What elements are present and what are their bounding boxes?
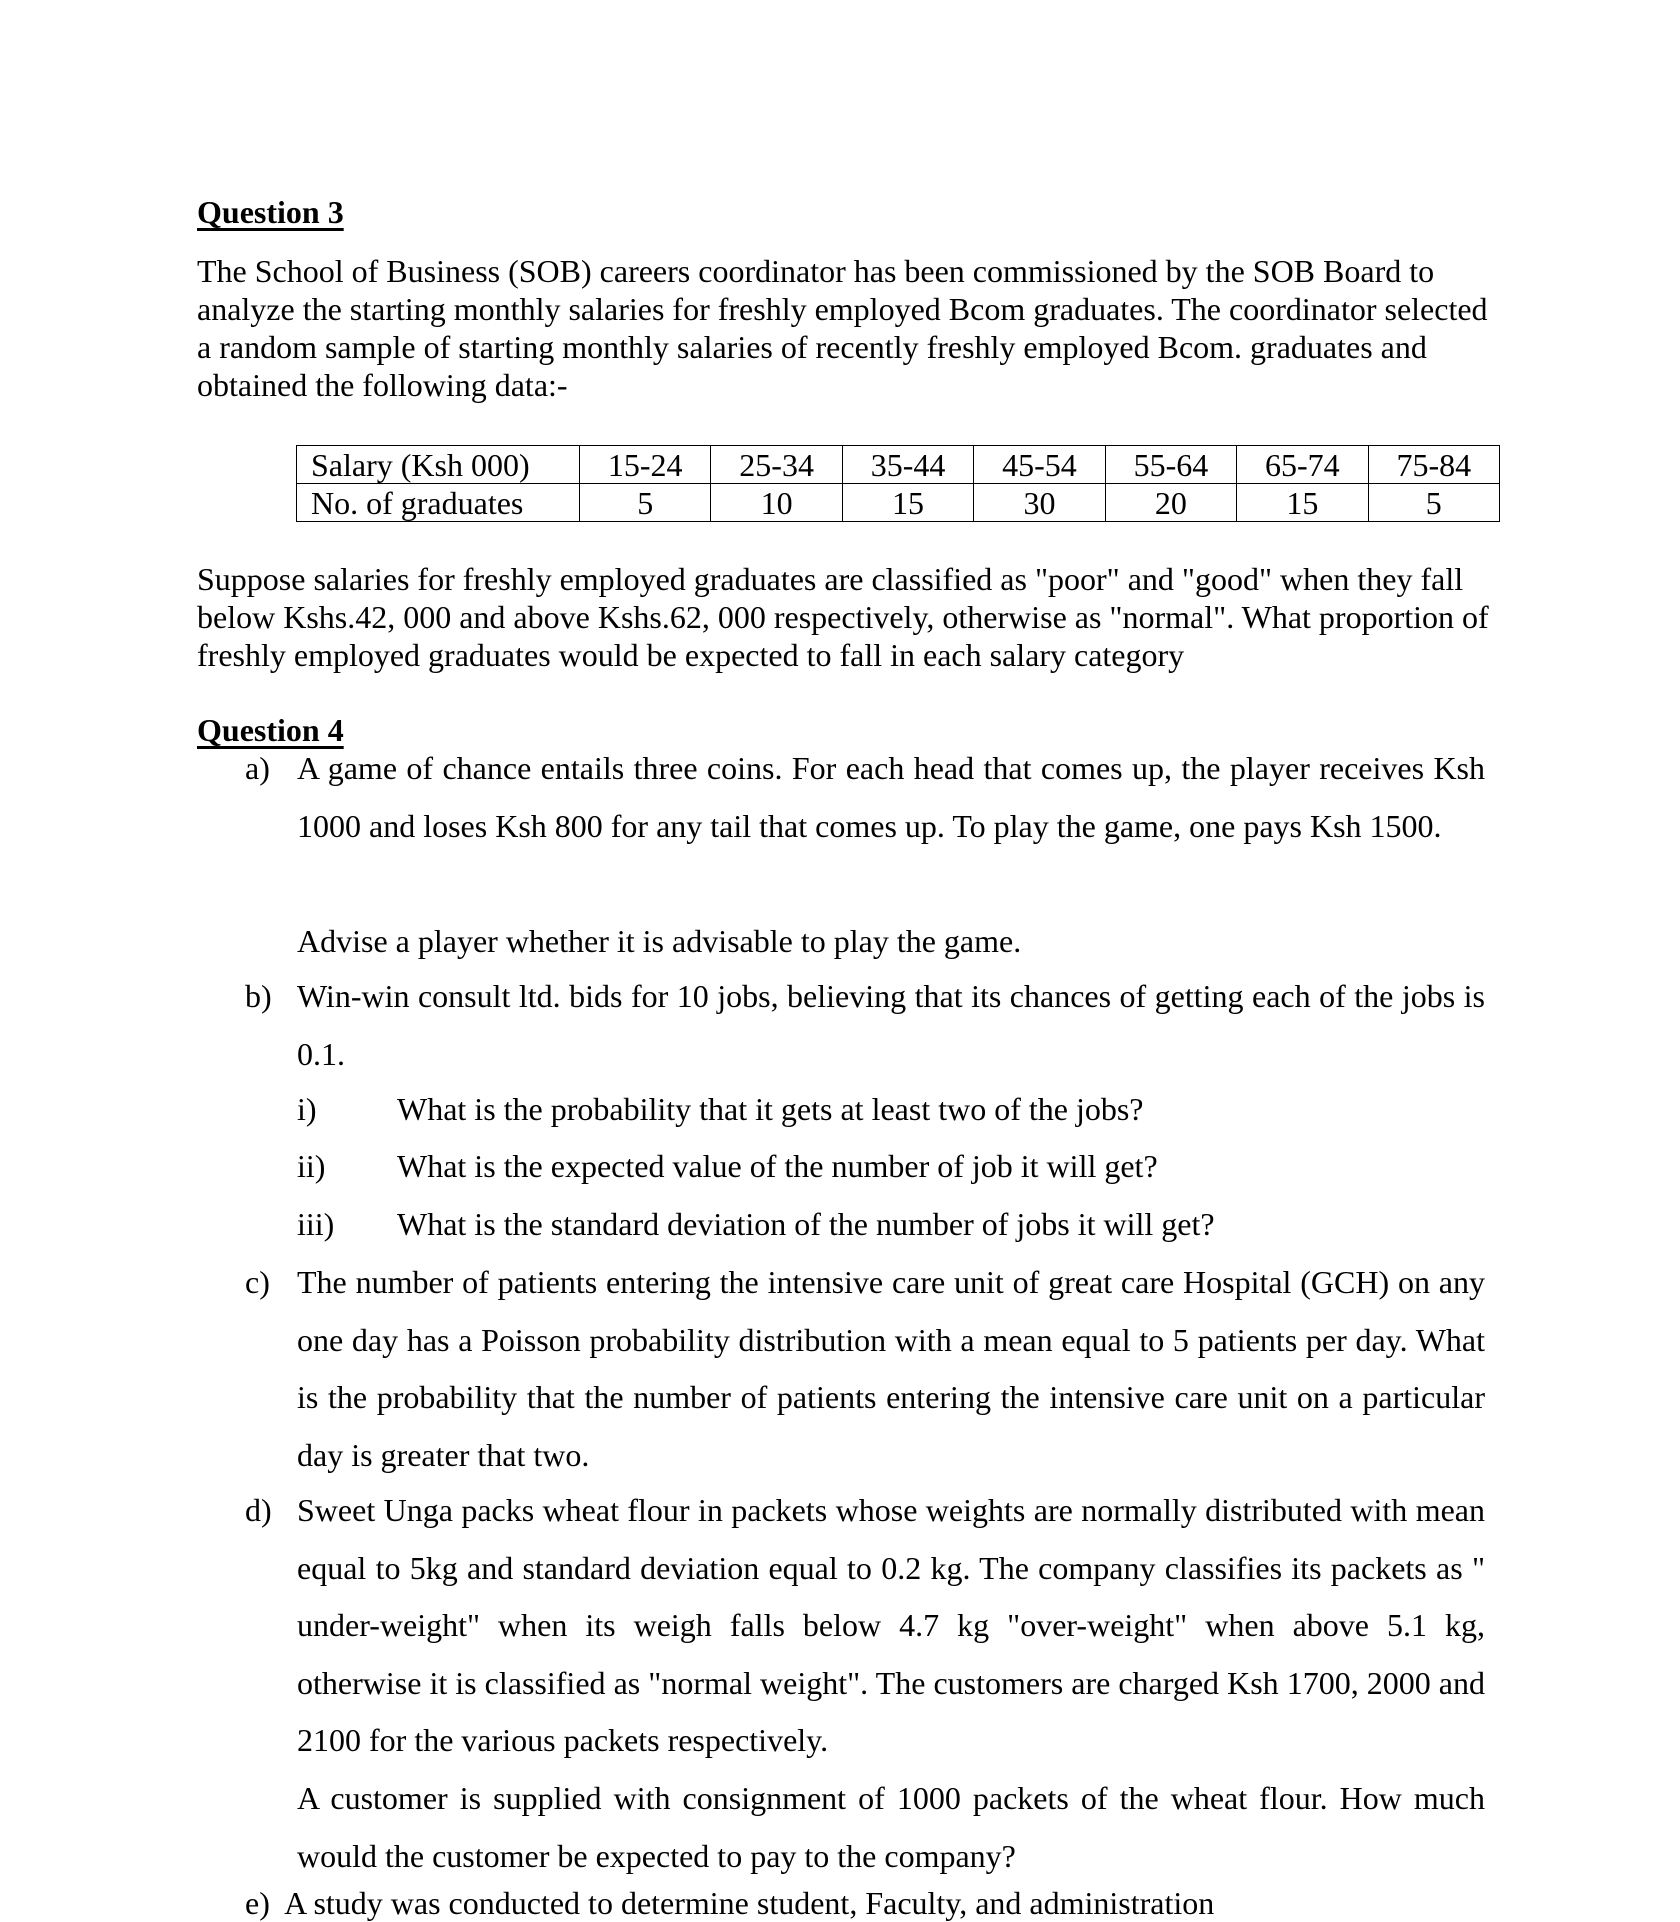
salary-class-cell: 45-54 — [974, 446, 1105, 484]
graduates-count-cell: 5 — [1368, 484, 1499, 522]
graduates-count-cell: 15 — [1237, 484, 1368, 522]
salary-table — [296, 445, 1500, 522]
question-4a-text: A game of chance entails three coins. For each head that comes up, the player receives Ksh 1000 and loses Ksh 800 for any tail that comes up. To play the game, one pays Ksh 1500. — [297, 750, 1485, 844]
item-label: b) — [245, 978, 272, 1014]
salary-class-cell: 75-84 — [1368, 446, 1499, 484]
graduates-row-label: No. of graduates — [297, 484, 580, 522]
item-label: c) — [245, 1264, 270, 1300]
item-label: e) — [245, 1885, 270, 1921]
graduates-count-cell: 30 — [974, 484, 1105, 522]
item-label: a) — [245, 750, 270, 786]
salary-class-cell: 15-24 — [580, 446, 711, 484]
graduates-count-cell: 20 — [1105, 484, 1236, 522]
question-4e — [245, 1885, 1214, 1922]
salary-class-cell: 35-44 — [842, 446, 973, 484]
question-3-prompt: Suppose salaries for freshly employed graduates are classified as "poor" and "good" when they fall below Kshs.42, 000 and above Kshs.62, 000 respectively, otherwise as "normal". What proportion of freshly employed graduates would be expected to fall in each salary category — [197, 561, 1489, 673]
graduates-count-cell: 5 — [580, 484, 711, 522]
graduates-count-cell: 10 — [711, 484, 842, 522]
question-3-intro: The School of Business (SOB) careers coordinator has been commissioned by the SOB Board to analyze the starting monthly salaries for freshly employed Bcom graduates. The coordinator selected a random sample of starting monthly salaries of recently freshly employed Bcom. graduates and obtained the following data:- — [197, 253, 1488, 403]
sub-item-label: iii) — [297, 1206, 335, 1242]
salary-class-cell: 55-64 — [1105, 446, 1236, 484]
salary-class-cell: 65-74 — [1237, 446, 1368, 484]
question-3-heading: Question 3 — [197, 194, 344, 230]
question-4e-text: A study was conducted to determine student, Faculty, and administration — [284, 1885, 1215, 1921]
question-4-heading: Question 4 — [197, 712, 344, 748]
item-label: d) — [245, 1492, 272, 1528]
question-4d-text: Sweet Unga packs wheat flour in packets whose weights are normally distributed with mean equal to 5kg and standard deviation equal to 0.2 kg. The company classifies its packets as " under-weight" when its weigh falls below 4.7 kg "over-weight" when above 5.1 kg, otherwise it is classified as "normal weight". The customers are charged Ksh 1700, 2000 and 2100 for the various packets respectively. — [297, 1492, 1485, 1758]
question-4c-text: The number of patients entering the intensive care unit of great care Hospital (GCH) on any one day has a Poisson probability distribution with a mean equal to 5 patients per day. What is the probability that the number of patients entering the intensive care unit on a particular day is greater that two. — [297, 1264, 1485, 1473]
question-4b-text: Win-win consult ltd. bids for 10 jobs, believing that its chances of getting each of the jobs is 0.1. — [297, 978, 1485, 1072]
sub-item-label: i) — [297, 1091, 317, 1127]
question-4a-advice: Advise a player whether it is advisable to play the game. — [297, 923, 1022, 959]
salary-row-label: Salary (Ksh 000) — [297, 446, 580, 484]
sub-item-label: ii) — [297, 1148, 326, 1184]
table-row — [297, 484, 1500, 522]
table-row — [297, 446, 1500, 484]
question-4d-followup: A customer is supplied with consignment of 1000 packets of the wheat flour. How much would the customer be expected to pay to the company? — [297, 1780, 1485, 1874]
sub-item-text: What is the standard deviation of the number of jobs it will get? — [397, 1206, 1215, 1242]
sub-item-text: What is the probability that it gets at least two of the jobs? — [397, 1091, 1144, 1127]
graduates-count-cell: 15 — [842, 484, 973, 522]
sub-item-text: What is the expected value of the number of job it will get? — [397, 1148, 1158, 1184]
salary-class-cell: 25-34 — [711, 446, 842, 484]
